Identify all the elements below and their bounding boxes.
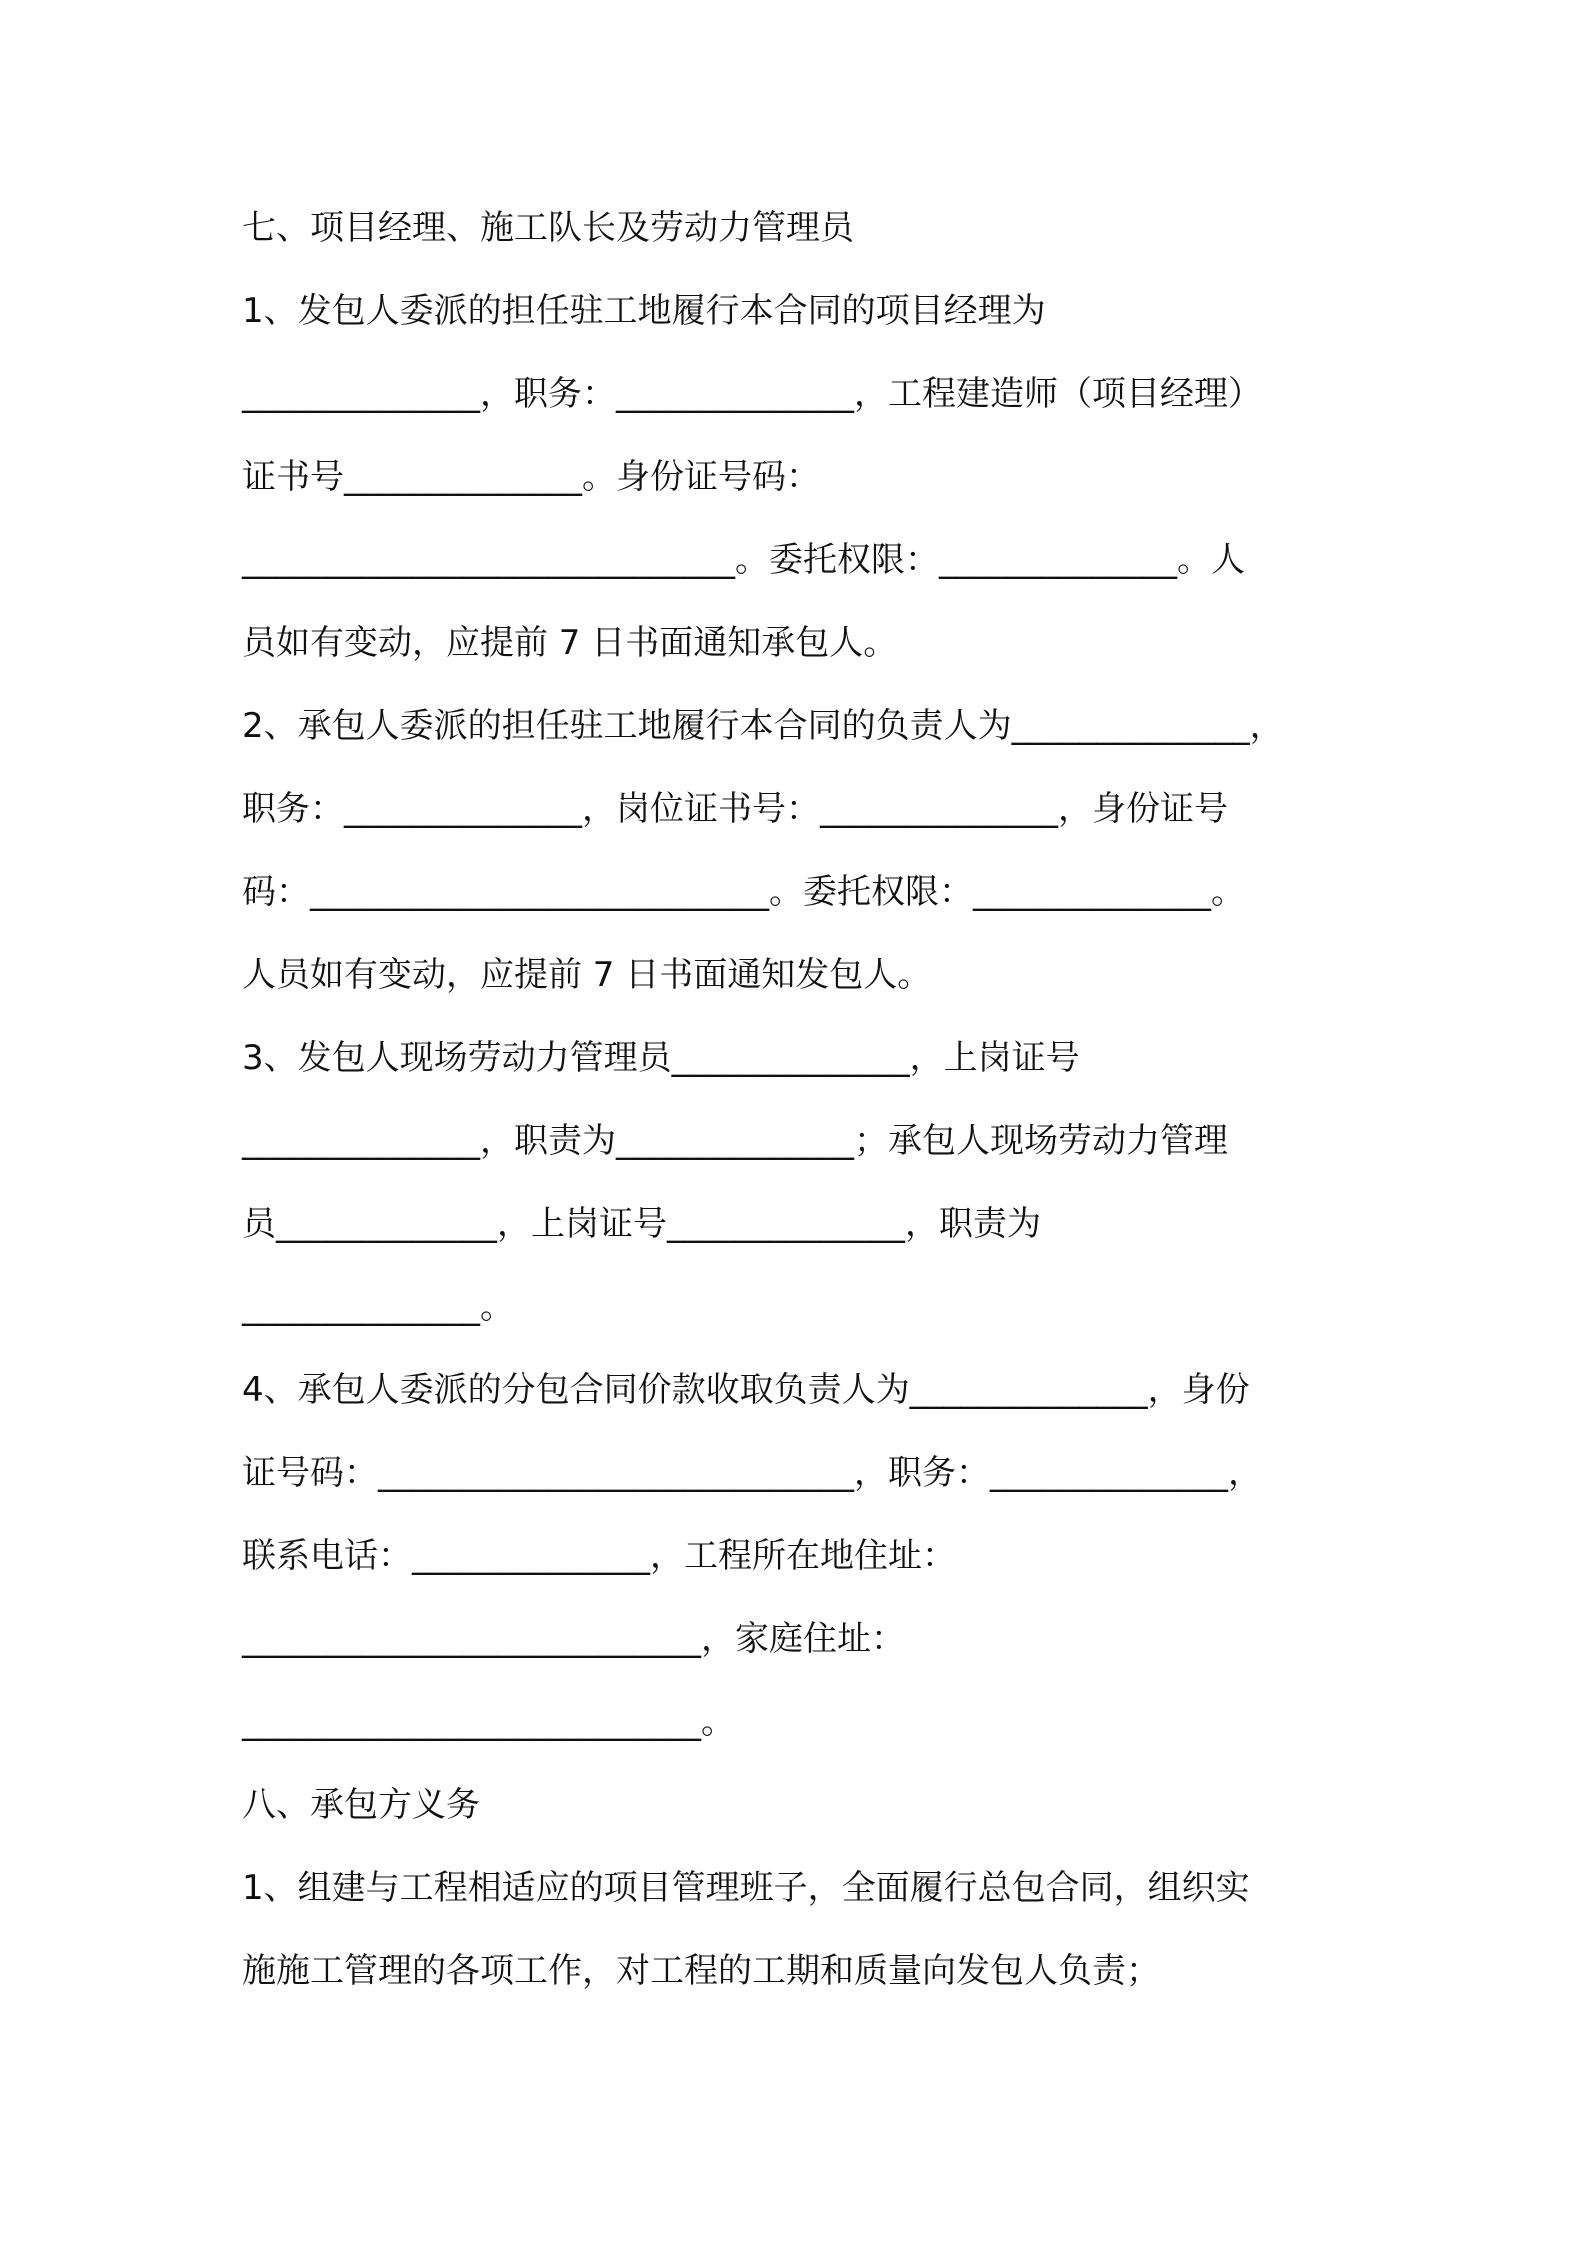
clause-7-4-line-4: ___________________________，家庭住址： [242, 1619, 905, 1659]
clause-7-2-line-3: 码：___________________________。委托权限：______________。 [242, 872, 1245, 912]
clause-8-1-line-2: 施施工管理的各项工作，对工程的工期和质量向发包人负责； [242, 1951, 1160, 1991]
clause-8-1-line-1: 1、组建与工程相适应的项目管理班子，全面履行总包合同，组织实 [242, 1868, 1250, 1908]
clause-7-3-line-4: ______________。 [242, 1287, 514, 1327]
clause-7-3-line-1: 3、发包人现场劳动力管理员______________，上岗证号 [242, 1038, 1080, 1078]
clause-7-2-line-2: 职务：______________，岗位证书号：______________，身份证号 [242, 789, 1228, 829]
clause-7-1-line-1: 1、发包人委派的担任驻工地履行本合同的项目经理为 [242, 291, 1046, 331]
clause-7-4-line-2: 证号码：____________________________，职务：______________， [242, 1453, 1262, 1493]
clause-7-2-line-4: 人员如有变动，应提前 7 日书面通知发包人。 [242, 955, 932, 995]
clause-7-1-line-5: 员如有变动，应提前 7 日书面通知承包人。 [242, 623, 898, 663]
clause-7-4-line-3: 联系电话：______________，工程所在地住址： [242, 1536, 956, 1576]
clause-7-1-line-3: 证书号______________。身份证号码： [242, 457, 820, 497]
section-heading-8: 八、承包方义务 [242, 1785, 480, 1825]
section-heading-7: 七、项目经理、施工队长及劳动力管理员 [242, 208, 854, 248]
clause-7-1-line-4: _____________________________。委托权限：______________。人 [242, 540, 1245, 580]
clause-7-1-line-2: ______________，职务：______________，工程建造师（项目经理） [242, 374, 1262, 414]
clause-7-4-line-5: ___________________________。 [242, 1702, 735, 1742]
clause-7-3-line-3: 员_____________，上岗证号______________，职责为 [242, 1204, 1041, 1244]
clause-7-3-line-2: ______________，职责为______________；承包人现场劳动力管理 [242, 1121, 1228, 1161]
clause-7-4-line-1: 4、承包人委派的分包合同价款收取负责人为______________，身份 [242, 1370, 1250, 1410]
clause-7-2-line-1: 2、承包人委派的担任驻工地履行本合同的负责人为______________， [242, 706, 1284, 746]
